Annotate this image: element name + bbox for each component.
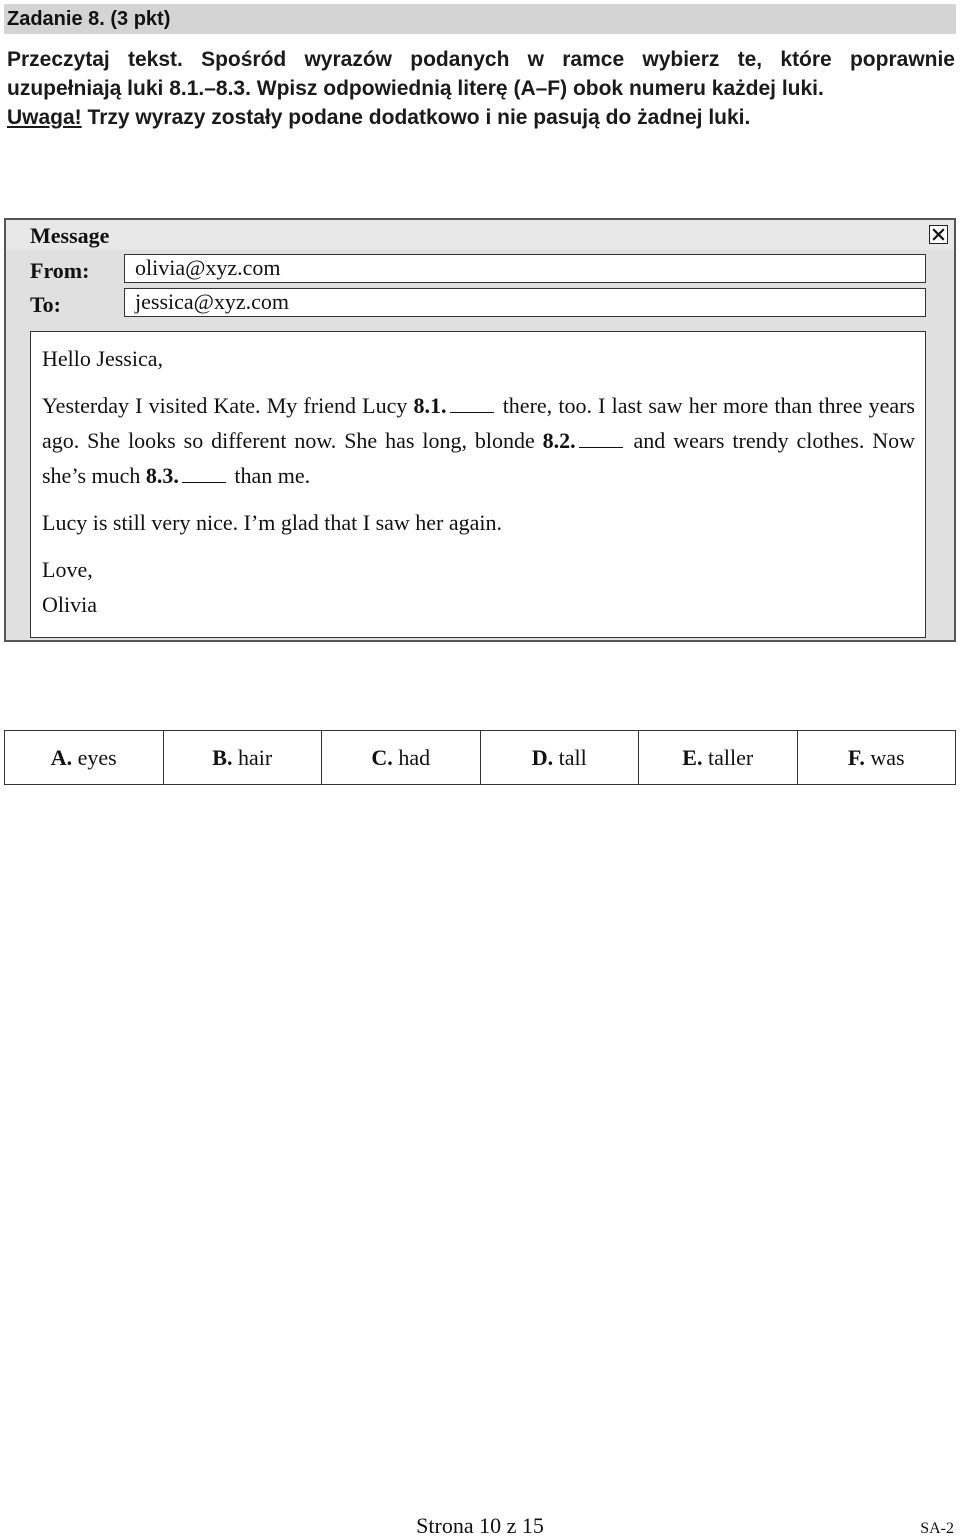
text-segment: and wears trendy clothes. Now she’s much xyxy=(42,428,915,488)
greeting: Hello Jessica, xyxy=(42,346,163,371)
option-word: hair xyxy=(237,744,273,770)
message-title: Message xyxy=(30,223,110,248)
option-cell xyxy=(480,731,639,785)
from-label: From: xyxy=(30,258,90,283)
task-title: Zadanie 8. (3 pkt) xyxy=(4,4,956,34)
option-letter: A. xyxy=(50,744,73,770)
closing: Love, xyxy=(42,557,93,582)
message-body xyxy=(30,331,926,638)
warning-label: Uwaga! xyxy=(7,106,82,129)
option-word: had xyxy=(398,744,431,770)
message-window xyxy=(4,218,956,642)
option-word: taller xyxy=(707,744,754,770)
gap-number: 8.3. xyxy=(145,463,179,488)
option-letter: D. xyxy=(531,744,554,770)
instructions-line-1: Przeczytaj tekst. Spośród wyrazów podanych w ramce wybierz te, które poprawnie xyxy=(7,48,955,71)
option-word: was xyxy=(870,744,905,770)
option-word: tall xyxy=(558,744,587,770)
message-titlebar xyxy=(6,220,954,250)
body-paragraph-1 xyxy=(42,388,915,493)
gap-blank[interactable] xyxy=(450,394,494,413)
instructions-warning xyxy=(7,103,955,132)
option-cell xyxy=(322,731,481,785)
instructions-line-2: uzupełniają luki 8.1.–8.3. Wpisz odpowiednią literę (A–F) obok numeru każdej luki. xyxy=(7,77,824,100)
option-letter: E. xyxy=(682,744,703,770)
warning-text: Trzy wyrazy zostały podane dodatkowo i nie pasują do żadnej luki. xyxy=(81,106,751,129)
option-cell xyxy=(163,731,322,785)
text-segment: than me. xyxy=(228,463,311,488)
option-word: eyes xyxy=(77,744,117,770)
gap-number: 8.1. xyxy=(413,393,447,418)
gap-number: 8.2. xyxy=(542,428,576,453)
text-segment: Yesterday I visited Kate. My friend Lucy xyxy=(42,393,414,418)
options-row xyxy=(5,731,956,785)
exam-code: SA-2 xyxy=(920,1520,954,1537)
option-cell xyxy=(639,731,798,785)
body-paragraph-2: Lucy is still very nice. I’m glad that I saw her again. xyxy=(42,510,503,535)
option-letter: B. xyxy=(212,744,233,770)
option-cell xyxy=(797,731,956,785)
option-letter: C. xyxy=(371,744,393,770)
text-segment: there, too. I last saw her more than three years ago. She looks so different now. She has long, blonde xyxy=(42,393,915,453)
gap-blank[interactable] xyxy=(579,429,623,448)
options-table xyxy=(4,730,956,785)
to-label: To: xyxy=(30,292,61,317)
option-letter: F. xyxy=(847,744,865,770)
page-number: Strona 10 z 15 xyxy=(416,1513,544,1538)
from-field[interactable]: olivia@xyz.com xyxy=(124,254,926,283)
gap-blank[interactable] xyxy=(182,464,226,483)
instructions xyxy=(7,45,955,132)
to-field[interactable]: jessica@xyz.com xyxy=(124,288,926,317)
option-cell xyxy=(5,731,164,785)
signature: Olivia xyxy=(42,592,97,617)
close-icon[interactable] xyxy=(929,225,948,244)
